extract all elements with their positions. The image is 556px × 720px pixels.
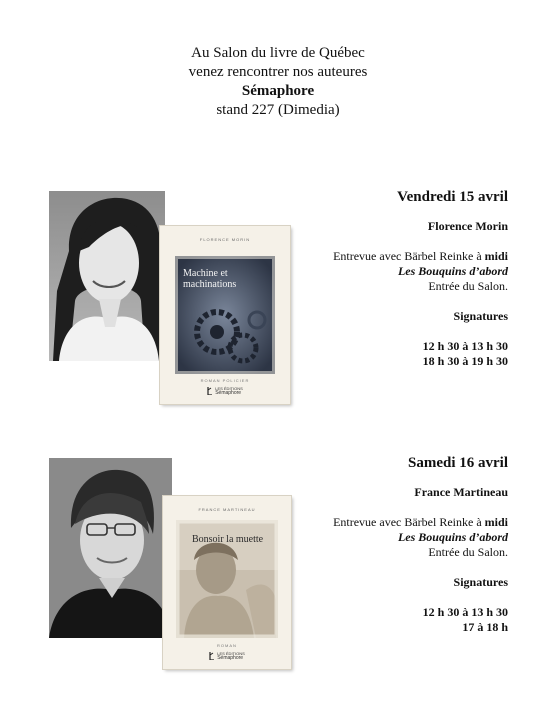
event-author: France Martineau (414, 485, 508, 499)
book-cover-publisher: LES ÉDITIONS Sémaphore (160, 387, 290, 395)
event-author: Florence Morin (427, 219, 508, 233)
header-line-1: Au Salon du livre de Québec (191, 45, 365, 61)
event-location: Entrée du Salon. (428, 279, 508, 293)
book-cover-author: FLORENCE MORIN (199, 237, 251, 242)
signatures-label: Signatures (453, 309, 508, 323)
publisher-logo-icon (209, 652, 215, 660)
publisher-logo-icon (207, 387, 213, 395)
book-cover-genre: ROMAN POLICIER (200, 378, 250, 383)
book-cover-bonsoir-la-muette (163, 496, 291, 669)
book-cover-machine-et-machinations (160, 226, 290, 404)
event-interview: Entrevue avec Bärbel Reinke à midi Les Bouquins d’abord Entrée du Salon. (333, 249, 508, 293)
signature-times: 12 h 30 à 13 h 30 17 à 18 h (422, 605, 508, 634)
event-interview: Entrevue avec Bärbel Reinke à midi Les Bouquins d’abord Entrée du Salon. (333, 515, 508, 559)
event-show: Les Bouquins d’abord (397, 530, 508, 544)
book-cover-publisher: LES ÉDITIONS Sémaphore (163, 652, 291, 660)
signature-times: 12 h 30 à 13 h 30 18 h 30 à 19 h 30 (422, 339, 508, 368)
author-photo-florence-morin (49, 191, 165, 361)
announcement-header (0, 44, 556, 120)
event-date: Vendredi 15 avril (397, 189, 508, 205)
header-stand: stand 227 (Dimedia) (216, 102, 340, 118)
event-date: Samedi 16 avril (408, 455, 508, 471)
book-cover-genre: ROMAN (217, 643, 237, 648)
book-cover-author: FRANCE MARTINEAU (198, 507, 256, 512)
book-cover-art (175, 256, 275, 374)
event-info-friday (333, 188, 508, 369)
book-cover-title: Machine et machinations (183, 268, 237, 290)
author-photo-france-martineau (49, 458, 172, 638)
event-show: Les Bouquins d’abord (397, 264, 508, 278)
event-info-saturday (333, 454, 508, 635)
header-line-2: venez rencontrer nos auteures (188, 64, 368, 80)
book-cover-title: Bonsoir la muette (192, 534, 264, 545)
header-publisher: Sémaphore (241, 83, 315, 99)
signatures-label: Signatures (453, 575, 508, 589)
event-location: Entrée du Salon. (428, 545, 508, 559)
book-cover-art (176, 520, 278, 638)
